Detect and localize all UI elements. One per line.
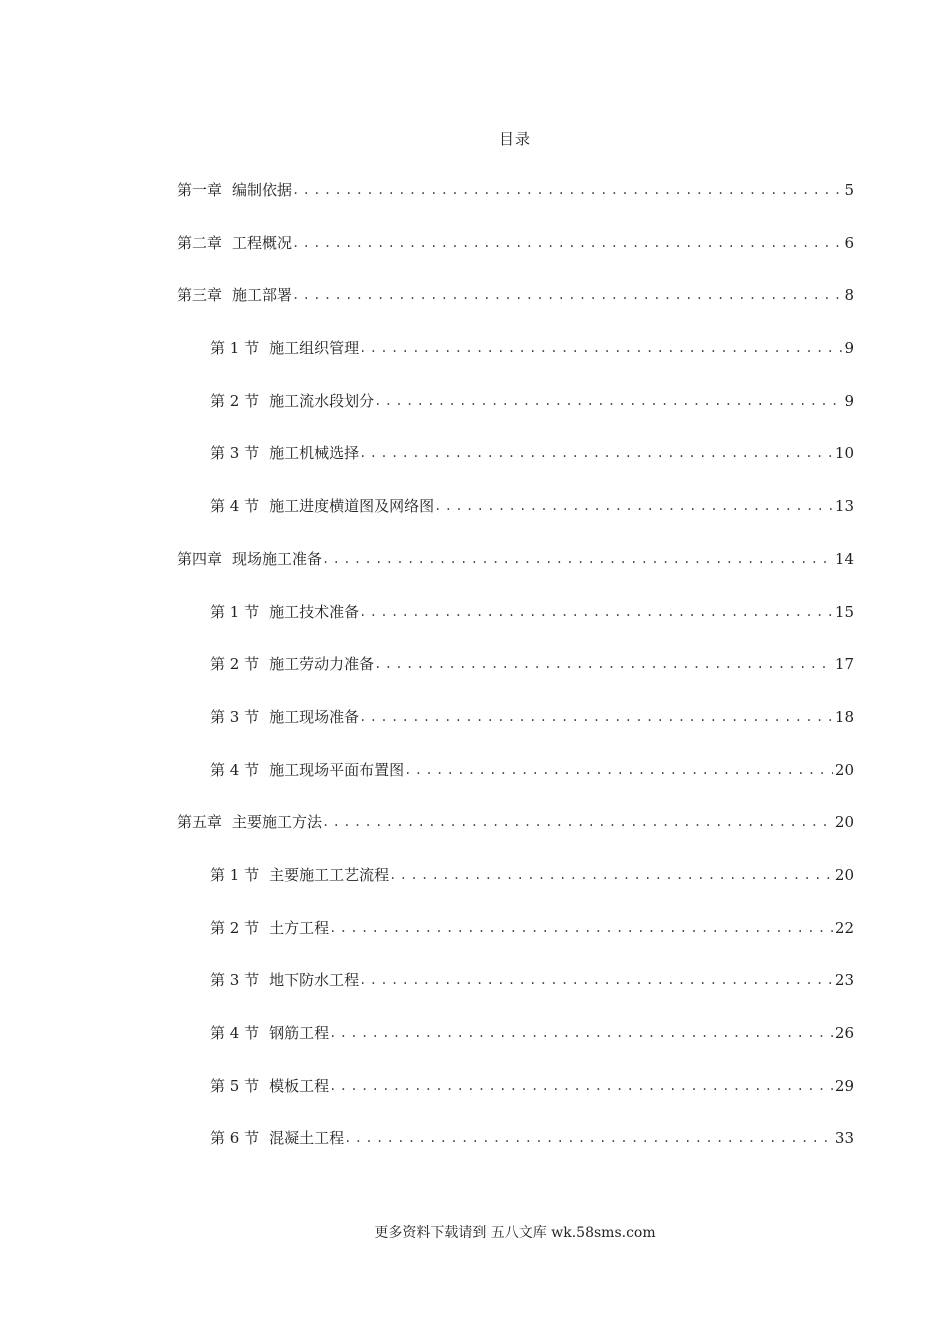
toc-entry-number: 第 3 节 [210, 707, 260, 726]
toc-entry-label [210, 439, 359, 467]
toc-section-entry[interactable] [177, 492, 854, 545]
toc-section-entry[interactable] [177, 1019, 854, 1072]
toc-page-number: 5 [844, 181, 854, 199]
toc-dot-leader [359, 439, 833, 467]
toc-page-number: 15 [834, 602, 854, 621]
toc-entry-number: 第 4 节 [210, 1024, 260, 1042]
toc-entry-label [210, 598, 359, 626]
toc-page-number: 17 [834, 655, 854, 674]
toc-entry-number: 第二章 [177, 233, 223, 252]
toc-page-number: 10 [834, 444, 854, 463]
toc-dot-leader [329, 914, 833, 942]
toc-dot-leader [359, 334, 842, 362]
toc-entry-label [210, 914, 329, 942]
toc-dot-leader [404, 756, 833, 784]
toc-entry-text: 施工部署 [232, 286, 293, 305]
toc-dot-leader [329, 1072, 833, 1100]
toc-entry-number: 第 6 节 [210, 1129, 260, 1148]
table-of-contents [177, 176, 854, 1177]
toc-section-entry[interactable] [177, 861, 854, 914]
toc-dot-leader [292, 281, 842, 309]
toc-page-number: 23 [834, 971, 854, 990]
toc-page-number: 20 [834, 813, 854, 832]
toc-entry-number: 第 4 节 [210, 760, 260, 779]
toc-entry-label [177, 281, 292, 309]
toc-section-entry[interactable] [177, 598, 854, 651]
toc-entry-label [177, 545, 322, 573]
toc-entry-label [177, 229, 292, 257]
toc-section-entry[interactable] [177, 387, 854, 440]
toc-section-entry[interactable] [177, 439, 854, 492]
toc-entry-label [210, 1124, 344, 1152]
toc-page-number: 13 [834, 497, 854, 516]
toc-entry-text: 施工现场准备 [269, 707, 360, 726]
toc-entry-label [210, 492, 434, 520]
toc-section-entry[interactable] [177, 1072, 854, 1125]
toc-entry-text: 主要施工方法 [232, 813, 323, 832]
toc-section-entry[interactable] [177, 650, 854, 703]
toc-section-entry[interactable] [177, 703, 854, 756]
toc-entry-text: 土方工程 [269, 918, 330, 937]
toc-entry-number: 第 2 节 [210, 391, 260, 410]
toc-page-number: 29 [834, 1076, 854, 1095]
toc-chapter-entry[interactable] [177, 545, 854, 598]
toc-entry-label [210, 861, 389, 889]
toc-entry-text: 施工流水段划分 [269, 391, 375, 410]
toc-entry-text: 工程概况 [232, 233, 293, 252]
toc-entry-label [210, 334, 359, 362]
toc-dot-leader [374, 650, 833, 678]
toc-entry-label [210, 1072, 329, 1100]
toc-entry-number: 第 2 节 [210, 918, 260, 937]
toc-chapter-entry[interactable] [177, 281, 854, 334]
toc-entry-text: 现场施工准备 [232, 549, 323, 568]
toc-entry-text: 施工机械选择 [269, 444, 360, 463]
toc-entry-text: 施工现场平面布置图 [269, 760, 405, 779]
toc-entry-label [210, 650, 374, 678]
toc-dot-leader [322, 545, 833, 573]
toc-title: 目录 [498, 130, 531, 148]
toc-page-number: 9 [844, 391, 854, 410]
toc-page-number: 9 [844, 339, 854, 358]
toc-entry-number: 第 3 节 [210, 971, 260, 990]
toc-section-entry[interactable] [177, 1124, 854, 1177]
toc-page-number: 26 [834, 1024, 854, 1042]
toc-dot-leader [359, 966, 833, 994]
toc-entry-number: 第 1 节 [210, 602, 260, 621]
toc-entry-text: 地下防水工程 [269, 971, 360, 990]
toc-entry-text: 施工组织管理 [269, 339, 360, 358]
toc-page-number: 33 [834, 1129, 854, 1148]
toc-entry-number: 第 2 节 [210, 655, 260, 674]
toc-entry-number: 第 1 节 [210, 865, 260, 884]
toc-page-number: 6 [844, 233, 854, 252]
toc-entry-number: 第一章 [177, 181, 223, 199]
toc-entry-text: 施工技术准备 [269, 602, 360, 621]
toc-entry-label [210, 966, 359, 994]
toc-dot-leader [434, 492, 833, 520]
toc-entry-label [210, 387, 374, 415]
toc-dot-leader [329, 1019, 833, 1047]
toc-dot-leader [359, 703, 833, 731]
toc-entry-label [210, 703, 359, 731]
toc-dot-leader [292, 229, 842, 257]
toc-entry-text: 施工劳动力准备 [269, 655, 375, 674]
toc-chapter-entry[interactable] [177, 808, 854, 861]
toc-dot-leader [389, 861, 833, 889]
toc-entry-number: 第 4 节 [210, 497, 260, 516]
toc-chapter-entry[interactable] [177, 229, 854, 282]
toc-entry-text: 混凝土工程 [269, 1129, 345, 1148]
toc-entry-label [177, 808, 322, 836]
toc-dot-leader [292, 176, 842, 204]
toc-entry-text: 施工进度横道图及网络图 [269, 497, 435, 516]
toc-section-entry[interactable] [177, 756, 854, 809]
toc-entry-label [177, 176, 292, 204]
footer-note: 更多资料下载请到 五八文库 wk.58sms.com [374, 1225, 656, 1241]
toc-page-number: 22 [834, 918, 854, 937]
toc-entry-number: 第 3 节 [210, 444, 260, 463]
toc-chapter-entry[interactable] [177, 176, 854, 229]
toc-entry-text: 主要施工工艺流程 [269, 865, 390, 884]
toc-entry-number: 第三章 [177, 286, 223, 305]
toc-entry-text: 模板工程 [269, 1076, 330, 1095]
toc-entry-number: 第四章 [177, 549, 223, 568]
toc-section-entry[interactable] [177, 914, 854, 967]
toc-entry-number: 第 1 节 [210, 339, 260, 358]
toc-page-number: 20 [834, 865, 854, 884]
toc-section-entry[interactable] [177, 966, 854, 1019]
toc-entry-text: 编制依据 [232, 181, 293, 199]
toc-entry-number: 第五章 [177, 813, 223, 832]
toc-page-number: 14 [834, 549, 854, 568]
toc-dot-leader [344, 1124, 833, 1152]
toc-page-number: 20 [834, 760, 854, 779]
toc-entry-label [210, 1019, 329, 1047]
toc-section-entry[interactable] [177, 334, 854, 387]
toc-dot-leader [359, 598, 833, 626]
toc-dot-leader [374, 387, 842, 415]
toc-page-number: 18 [834, 707, 854, 726]
toc-entry-text: 钢筋工程 [269, 1024, 330, 1042]
toc-page-number: 8 [844, 286, 854, 305]
toc-dot-leader [322, 808, 833, 836]
toc-entry-label [210, 756, 404, 784]
toc-entry-number: 第 5 节 [210, 1076, 260, 1095]
